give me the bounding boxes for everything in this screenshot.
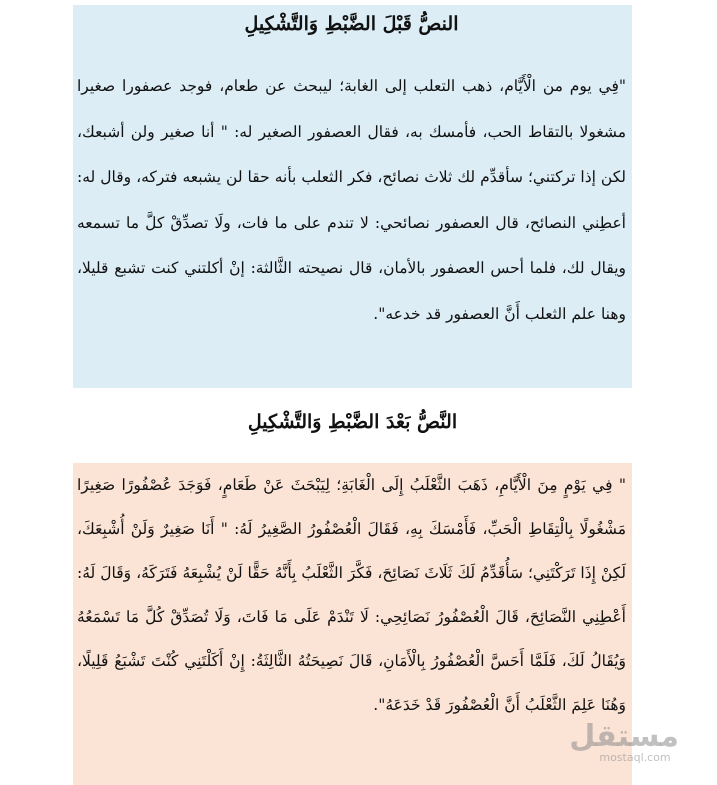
paragraph-before-diacritics: "فِي يوم من الْأَيَّام، ذهب التعلب إلى الغابة؛ ليبحث عن طعام، فوجد عصفورا صغيرا مشغولا بالتقاط الحب، فأمسك به، فقال العصفور الصغير له: " أنا صغير ولن أشبعك، لكن إذا تركتني؛ سأقدِّم لك ثلاث نصائح، فكر الثعلب بأنه حقا لن يشبعه فتركه، وقال له: أعطِني النصائح، قال العصفور نصائحي: لا تندم على ما فات، ولَا تصدِّقْ كلَّ ما تسمعه ويقال لك، فلما أحس العصفور بالأمان، قال نصيحته الثَّالثة: إنْ أكلتني كنت تشبع قليلا، وهنا علم الثعلب أَنَّ العصفور قد خدعه".: [77, 77, 626, 323]
paragraph-after-diacritics: " فِي يَوْمٍ مِنَ الْأَيَّامِ، ذَهَبَ الثَّعْلَبُ إِلَى الْغَابَةِ؛ لِيَبْحَثَ عَنْ طَعَامٍ، فَوَجَدَ عُصْفُورًا صَغِيرًا مَشْغُولًا بِالْتِقَاطِ الْحَبِّ، فَأَمْسَكَ بِهِ، فَقَالَ الْعُصْفُورُ الصَّغِيرُ لَهُ: " أَنَا صَغِيرٌ وَلَنْ أُشْبِعَكَ، لَكِنْ إِذَا تَرَكْتَنِي؛ سَأُقَدِّمُ لَكَ ثَلَاثَ نَصَائِحَ، فَكَّرَ الثَّعْلَبُ بِأَنَّهُ حَقًّا لَنْ يُشْبِعَهُ فَتَرَكَهُ، وَقَالَ لَهُ: أَعْطِنِي النَّصَائِحَ، قَالَ الْعُصْفُورُ نَصَائِحِي: لَا تَنْدَمْ عَلَى مَا فَاتَ، وَلَا تُصَدِّقْ كُلَّ مَا تَسْمَعُهُ وَيُقَالُ لَكَ، فَلَمَّا أَحَسَّ الْعُصْفُورُ بِالْأَمَانِ، قَالَ نَصِيحَتُهُ الثَّالِثَةُ: إِنْ أَكَلْتَنِي كُنْتَ تَشْبَعُ قَلِيلًا، وَهُنَا عَلِمَ الثَّعْلَبُ أَنَّ الْعُصْفُورَ قَدْ خَدَعَهُ".: [77, 476, 626, 714]
mostaql-watermark: [569, 719, 679, 764]
heading-after-diacritics: النَّصُّ بَعْدَ الضَّبْطِ وَالتَّشْكِيلِ: [247, 411, 458, 433]
text-after-diacritics: [73, 463, 632, 785]
document: [73, 5, 632, 785]
heading-before-diacritics: النصُّ قَبْلَ الضَّبْطِ وَالتَّشْكِيلِ: [244, 13, 459, 35]
watermark-logo: مستقل: [569, 719, 679, 754]
text-before-diacritics: [73, 5, 632, 388]
watermark-site: mostaql.com: [599, 751, 671, 764]
